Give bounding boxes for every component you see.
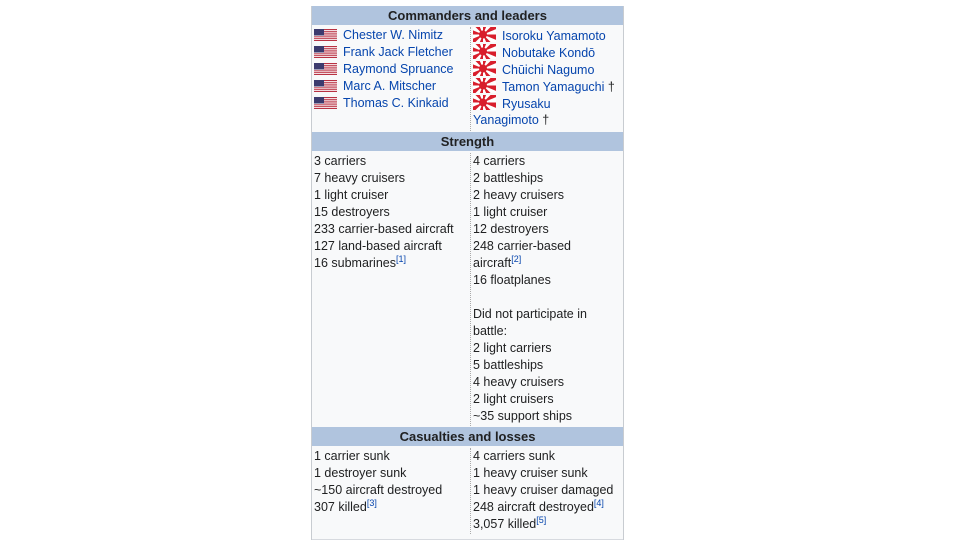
commander-link[interactable]: Thomas C. Kinkaid	[343, 96, 449, 110]
strength-item: ~35 support ships	[473, 409, 573, 423]
strength-item: 16 floatplanes	[473, 273, 551, 287]
japan-strength-list	[473, 153, 621, 425]
rising-sun-flag-icon	[473, 95, 496, 110]
strength-text: 248 carrier-based aircraft	[473, 239, 571, 270]
us-strength-list	[314, 153, 469, 272]
rising-sun-flag-icon	[473, 61, 496, 76]
column-divider	[470, 153, 471, 426]
strength-item	[473, 187, 621, 204]
commander-link[interactable]: Ryusaku	[502, 97, 551, 111]
commander-link[interactable]: Nobutake Kondō	[502, 46, 596, 60]
casualty-item	[473, 448, 621, 465]
strength-item	[473, 238, 578, 272]
strength-item	[314, 238, 469, 255]
casualty-item	[314, 448, 469, 465]
casualty-text: 1 heavy cruiser damaged	[473, 483, 614, 497]
strength-item	[473, 170, 621, 187]
strength-text: 15 destroyers	[314, 205, 390, 219]
commander-row	[473, 112, 621, 129]
strength-item	[473, 153, 621, 170]
strength-item	[314, 204, 469, 221]
strength-item: 2 light carriers	[473, 341, 552, 355]
commander-link[interactable]: Raymond Spruance	[343, 62, 454, 76]
strength-text: 233 carrier-based aircraft	[314, 222, 454, 236]
casualty-text: 4 carriers sunk	[473, 449, 555, 463]
japan-commanders-list	[473, 27, 621, 129]
strength-item	[473, 204, 621, 221]
column-divider	[470, 27, 471, 131]
strength-item	[314, 221, 469, 238]
killed-dagger: †	[542, 113, 550, 127]
commander-row	[473, 44, 621, 61]
us-flag-icon	[314, 97, 337, 109]
casualty-text: 1 carrier sunk	[314, 449, 390, 463]
commander-link[interactable]: Frank Jack Fletcher	[343, 45, 453, 59]
strength-text: 3 carriers	[314, 154, 367, 168]
commander-link[interactable]: Isoroku Yamamoto	[502, 29, 606, 43]
us-flag-icon	[314, 63, 337, 75]
commander-link[interactable]: Tamon Yamaguchi	[502, 80, 605, 94]
commander-row	[473, 95, 621, 112]
casualty-item	[473, 499, 621, 516]
strength-text: 127 land-based aircraft	[314, 239, 442, 253]
commander-link[interactable]: Yanagimoto	[473, 113, 539, 127]
strength-item: 2 light cruisers	[473, 392, 554, 406]
strength-text: 12 destroyers	[473, 222, 549, 236]
casualty-item	[473, 465, 621, 482]
reference-link[interactable]: [2]	[511, 254, 522, 264]
us-commanders-list	[314, 27, 469, 112]
casualty-item	[314, 499, 469, 516]
reference-link[interactable]: [5]	[536, 515, 547, 525]
section-header-casualties: Casualties and losses	[312, 427, 623, 446]
column-divider	[470, 448, 471, 534]
us-flag-icon	[314, 29, 337, 41]
casualty-item	[473, 516, 621, 533]
commander-row	[314, 44, 469, 61]
spacer	[473, 289, 621, 306]
section-header-commanders: Commanders and leaders	[312, 6, 623, 25]
casualty-text: 3,057 killed	[473, 517, 537, 531]
reference-link[interactable]: [4]	[593, 498, 604, 508]
killed-dagger: †	[607, 80, 615, 94]
strength-item: 5 battleships	[473, 358, 544, 372]
rising-sun-flag-icon	[473, 27, 496, 42]
strength-text: 2 heavy cruisers	[473, 188, 565, 202]
strength-item	[314, 170, 469, 187]
casualty-text: 248 aircraft destroyed	[473, 500, 594, 514]
strength-item	[314, 255, 469, 272]
commander-link[interactable]: Chester W. Nimitz	[343, 28, 444, 42]
rising-sun-flag-icon	[473, 44, 496, 59]
us-casualties-list	[314, 448, 469, 516]
strength-text: 1 light cruiser	[314, 188, 389, 202]
us-flag-icon	[314, 46, 337, 58]
strength-text: 4 carriers	[473, 154, 526, 168]
strength-item	[314, 153, 469, 170]
casualty-item	[314, 482, 469, 499]
casualty-text: 307 killed	[314, 500, 367, 514]
casualty-text: ~150 aircraft destroyed	[314, 483, 443, 497]
commander-row	[473, 78, 621, 95]
section-header-strength: Strength	[312, 132, 623, 151]
commander-link[interactable]: Chūichi Nagumo	[502, 63, 595, 77]
commander-row	[314, 27, 469, 44]
commander-link[interactable]: Marc A. Mitscher	[343, 79, 437, 93]
strength-text: 2 battleships	[473, 171, 544, 185]
us-flag-icon	[314, 80, 337, 92]
casualty-item	[473, 482, 621, 499]
casualty-text: 1 heavy cruiser sunk	[473, 466, 588, 480]
strength-text: 1 light cruiser	[473, 205, 548, 219]
casualty-item	[314, 465, 469, 482]
reference-link[interactable]: [3]	[366, 498, 377, 508]
commander-row	[473, 27, 621, 44]
commander-row	[473, 61, 621, 78]
japan-casualties-list	[473, 448, 621, 533]
commander-row	[314, 61, 469, 78]
reference-link[interactable]: [1]	[396, 254, 407, 264]
commander-row	[314, 95, 469, 112]
strength-text: 16 submarines	[314, 256, 396, 270]
infobox	[311, 6, 624, 540]
strength-text: 7 heavy cruisers	[314, 171, 406, 185]
not-participated-label: Did not participate in battle:	[473, 307, 587, 338]
rising-sun-flag-icon	[473, 78, 496, 93]
strength-item	[314, 187, 469, 204]
commander-row	[314, 78, 469, 95]
casualty-text: 1 destroyer sunk	[314, 466, 407, 480]
strength-item: 4 heavy cruisers	[473, 375, 565, 389]
strength-item	[473, 221, 621, 238]
